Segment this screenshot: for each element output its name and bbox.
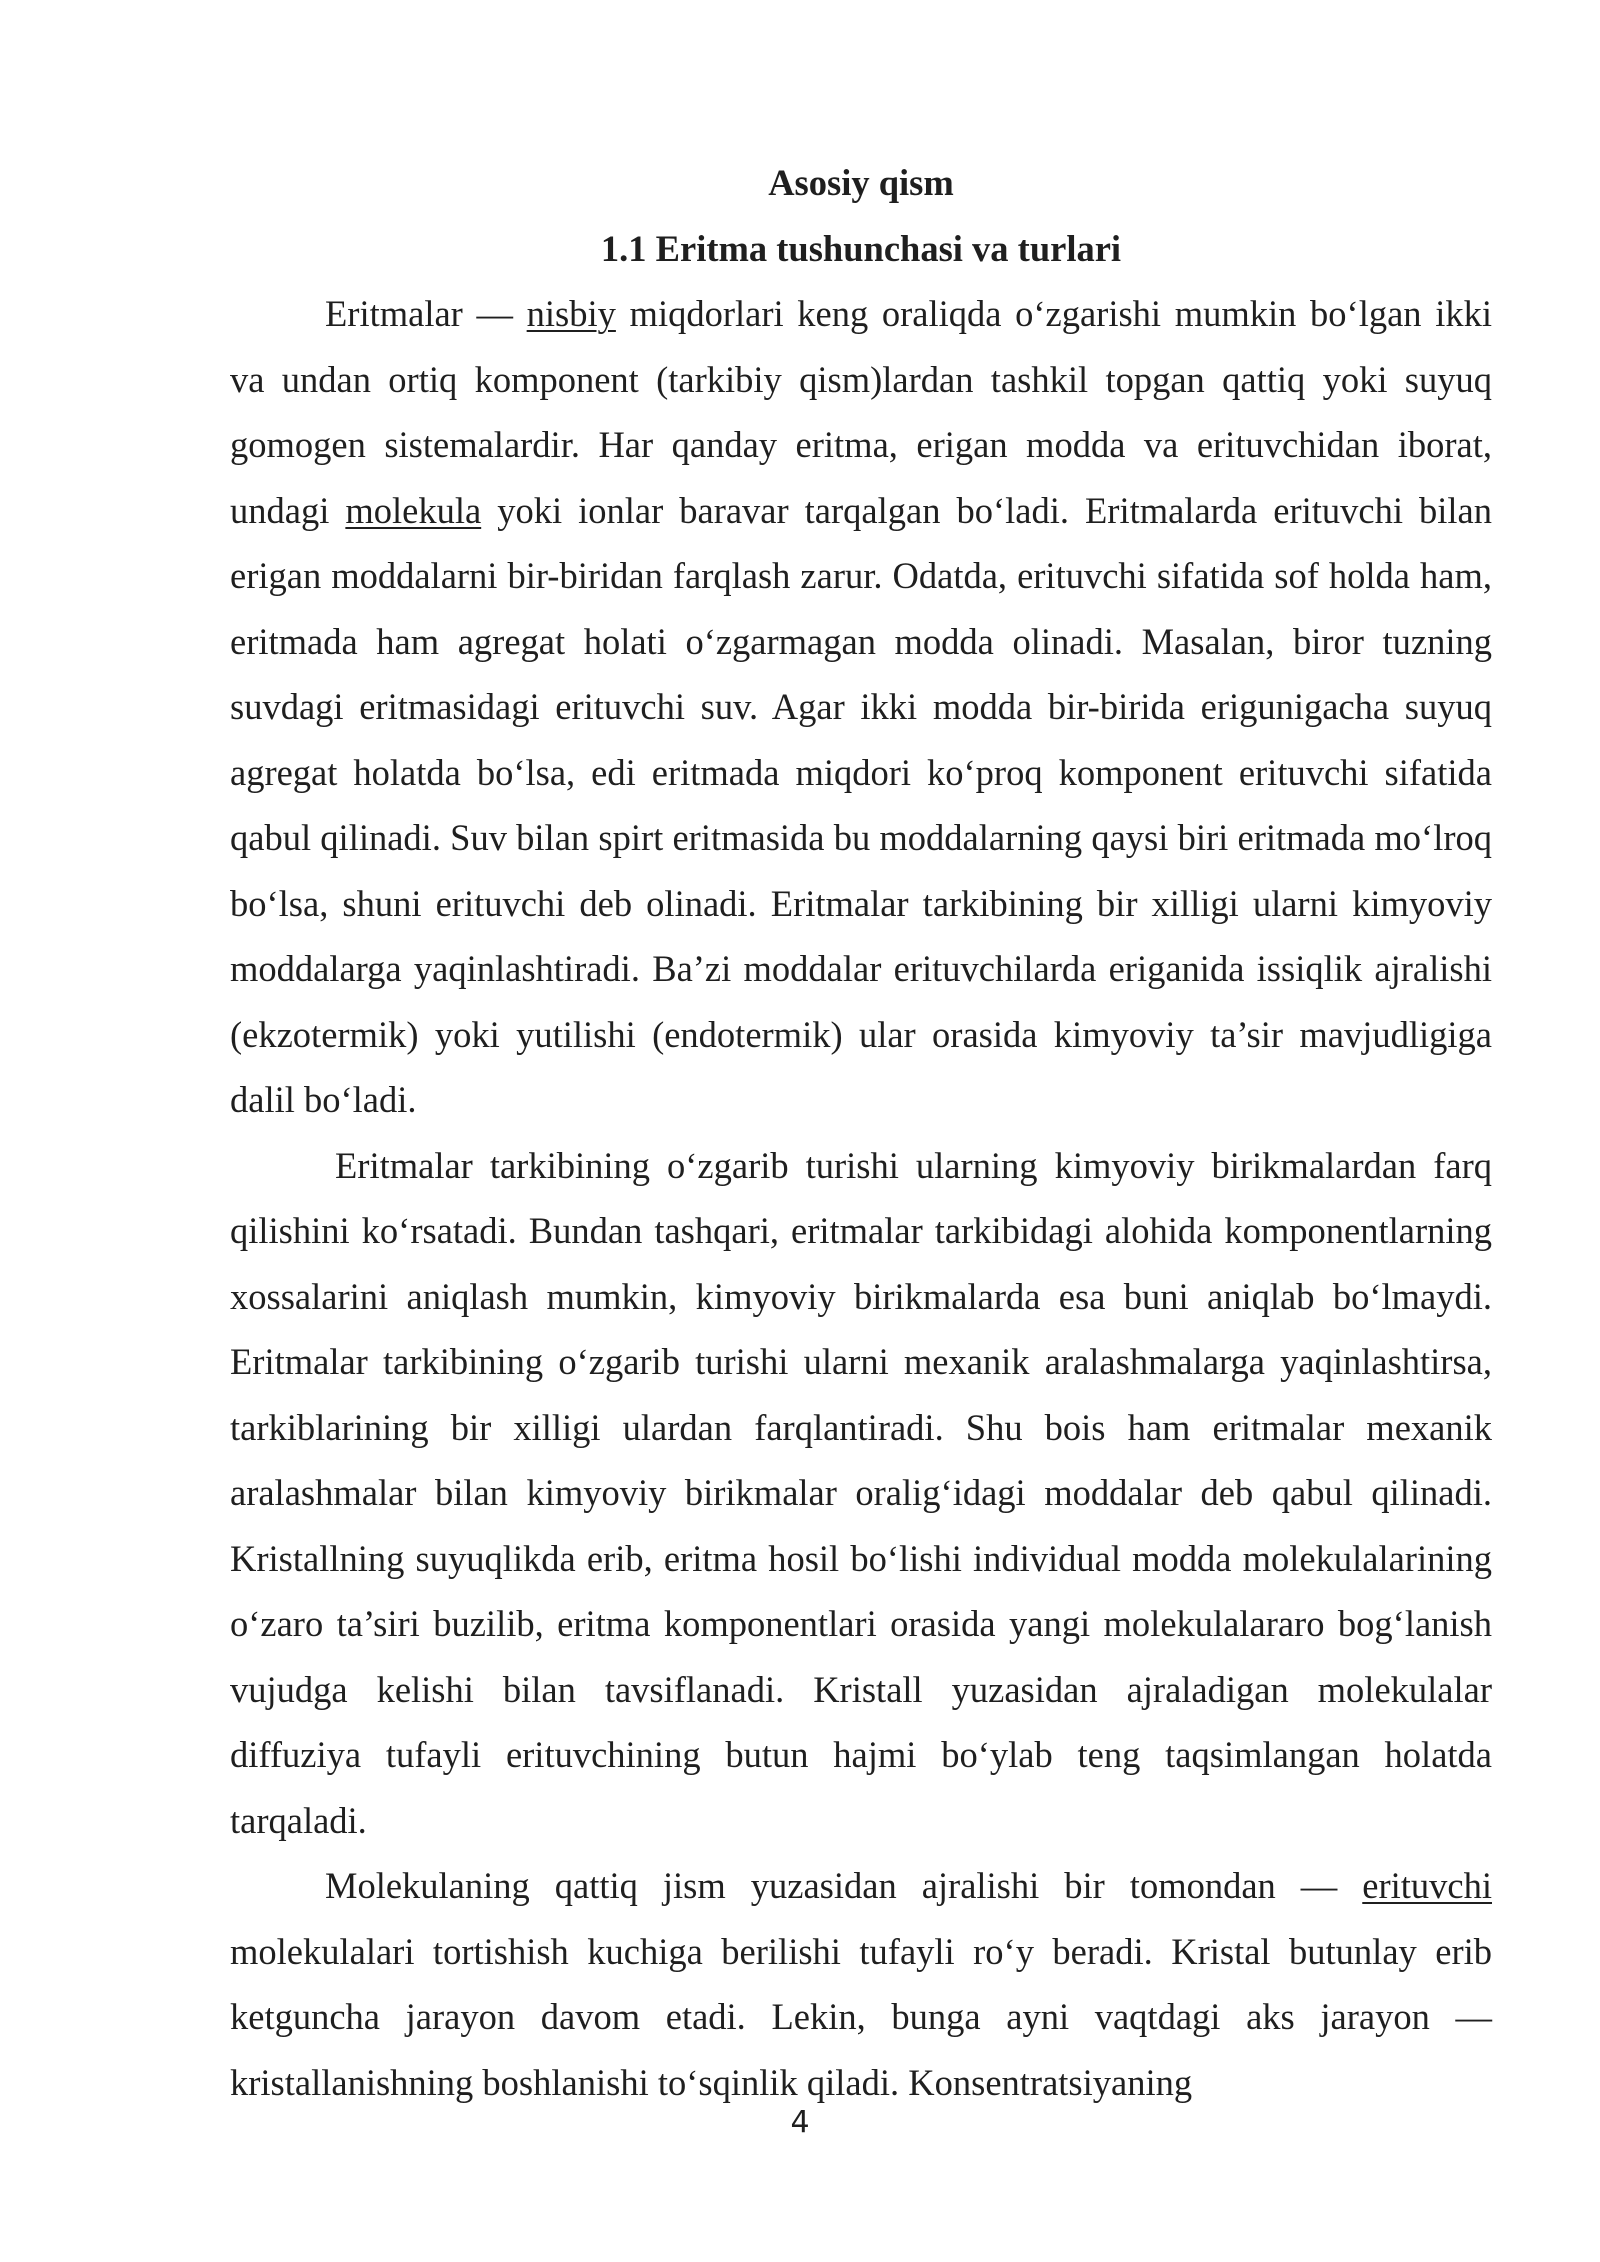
page-content (230, 150, 1492, 2115)
underlined-term-nisbiy: nisbiy (526, 293, 616, 334)
page-number: 4 (790, 2105, 810, 2140)
underlined-term-molekula: molekula (345, 489, 482, 531)
paragraph-text: yoki ionlar baravar tarqalgan bo‘ladi. Eritmalarda erituvchi bilan erigan moddalarni bir-biridan farqlash zarur. Odatda, erituvchi sifatida sof holda ham, eritmada ham agregat holati o‘zgarmagan modda olinadi. Masalan, biror tuzning suvdagi eritmasidagi erituvchi suv. Agar ikki modda bir-birida erigunigacha suyuq agregat holatda bo‘lsa, edi eritmada miqdori ko‘proq komponent erituvchi sifatida qabul qilinadi. Suv bilan spirt eritmasida bu moddalarning qaysi biri eritmada mo‘lroq bo‘lsa, shuni erituvchi deb olinadi. Eritmalar tarkibining bir xilligi ularni kimyoviy moddalarga yaqinlashtiradi. Ba’zi moddalar erituvchilarda eriganida issiqlik ajralishi (ekzotermik) yoki yutilishi (endotermik) ular orasida kimyoviy ta’sir mavjudligiga dalil bo‘ladi. (230, 489, 1492, 1120)
paragraph-text: molekulalari tortishish kuchiga berilishi tufayli ro‘y beradi. Kristal butunlay erib ketguncha jarayon davom etadi. Lekin, bunga ayni vaqtdagi aks jarayon — kristallanishning boshlanishi to‘sqinlik qiladi. Konsentratsiyaning (230, 1930, 1492, 2103)
paragraph-1 (230, 281, 1492, 1133)
paragraph-text: Eritmalar — (325, 293, 527, 334)
paragraph-2: Eritmalar tarkibining o‘zgarib turishi ularning kimyoviy birikmalardan farq qilishini ko‘rsatadi. Bundan tashqari, eritmalar tarkibidagi alohida komponentlarning xossalarini aniqlash mumkin, kimyoviy birikmalarda esa buni aniqlab bo‘lmaydi. Eritmalar tarkibining o‘zgarib turishi ularni mexanik aralashmalarga yaqinlashtirsa, tarkiblarining bir xilligi ulardan farqlantiradi. Shu bois ham eritmalar mexanik aralashmalar bilan kimyoviy birikmalar oralig‘idagi moddalar deb qabul qilinadi. Kristallning suyuqlikda erib, eritma hosil bo‘lishi individual modda molekulalarining o‘zaro ta’siri buzilib, eritma komponentlari orasida yangi molekulalararo bog‘lanish vujudga kelishi bilan tavsiflanadi. Kristall yuzasidan ajraladigan molekulalar diffuziya tufayli erituvchining butun hajmi bo‘ylab teng taqsimlangan holatda tarqaladi. (230, 1144, 1492, 1841)
underlined-term-erituvchi: erituvchi (1362, 1865, 1492, 1906)
paragraph-text: miqdorlari keng oraliqda o‘zgarishi mumkin bo‘lgan ikki va undan ortiq komponent (tarkibiy qism)lardan tashkil topgan qattiq yoki suyuq gomogen sistemalardir. Har qanday eritma, erigan modda va erituvchidan iborat, undagi (230, 293, 1492, 531)
main-heading: Asosiy qism (768, 162, 954, 203)
section-heading: 1.1 Eritma tushunchasi va turlari (600, 227, 1122, 269)
paragraph-3 (230, 1853, 1492, 2115)
paragraph-text: Molekulaning qattiq jism yuzasidan ajralishi bir tomondan — (325, 1865, 1363, 1906)
